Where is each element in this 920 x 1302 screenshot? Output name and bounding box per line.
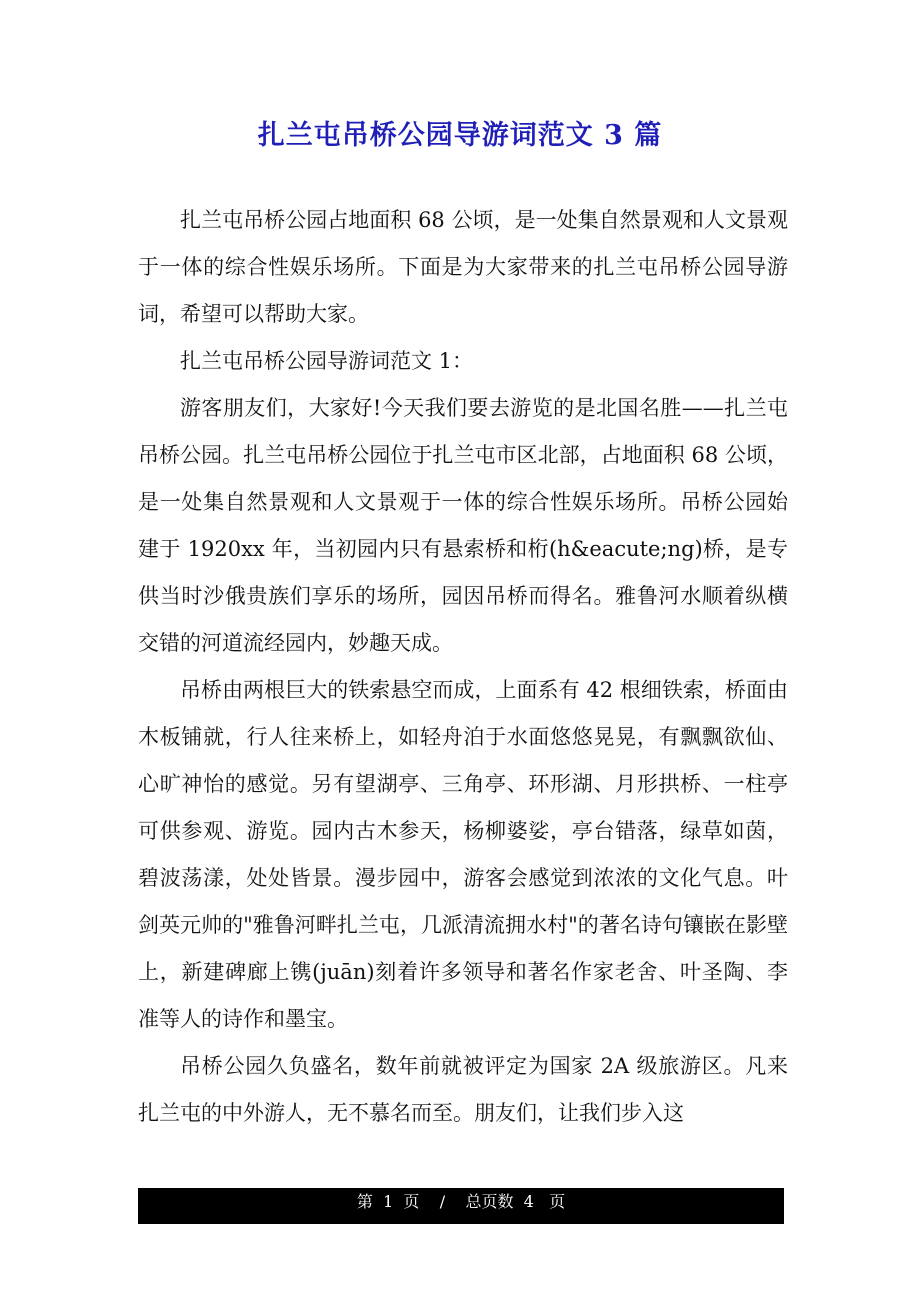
document-body [138,197,788,1137]
paragraph-reputation: 吊桥公园久负盛名，数年前就被评定为国家 2A 级旅游区。凡来扎兰屯的中外游人，无不慕名而至。朋友们，让我们步入这 [138,1054,788,1125]
document-title: 扎兰屯吊桥公园导游词范文 3 篇 [257,120,663,151]
page-footer: 第 1 页 / 总页数 4 页 [138,1188,784,1224]
paragraph-bridge: 吊桥由两根巨大的铁索悬空而成，上面系有 42 根细铁索，桥面由木板铺就，行人往来桥上，如轻舟泊于水面悠悠晃晃，有飘飘欲仙、心旷神怡的感觉。另有望湖亭、三角亭、环形湖、月形拱桥、一柱亭可供参观、游览。园内古木参天，杨柳婆娑，亭台错落，绿草如茵，碧波荡漾，处处皆景。漫步园中，游客会感觉到浓浓的文化气息。叶剑英元帅的"雅鲁河畔扎兰屯，几派清流拥水村"的著名诗句镶嵌在影壁上，新建碑廊上镌(juān)刻着许多领导和著名作家老舍、叶圣陶、李准等人的诗作和墨宝。 [138,678,788,1031]
paragraph-intro: 扎兰屯吊桥公园占地面积 68 公顷，是一处集自然景观和人文景观于一体的综合性娱乐场所。下面是为大家带来的扎兰屯吊桥公园导游词，希望可以帮助大家。 [138,208,788,326]
paragraph-greeting: 游客朋友们，大家好!今天我们要去游览的是北国名胜——扎兰屯吊桥公园。扎兰屯吊桥公园位于扎兰屯市区北部，占地面积 68 公顷，是一处集自然景观和人文景观于一体的综合性娱乐场所。吊桥公园始建于 1920xx 年，当初园内只有悬索桥和桁(h&eacute;ng)桥，是专供当时沙俄贵族们享乐的场所，园因吊桥而得名。雅鲁河水顺着纵横交错的河道流经园内，妙趣天成。 [138,396,788,655]
paragraph-subheading: 扎兰屯吊桥公园导游词范文 1： [180,349,474,373]
